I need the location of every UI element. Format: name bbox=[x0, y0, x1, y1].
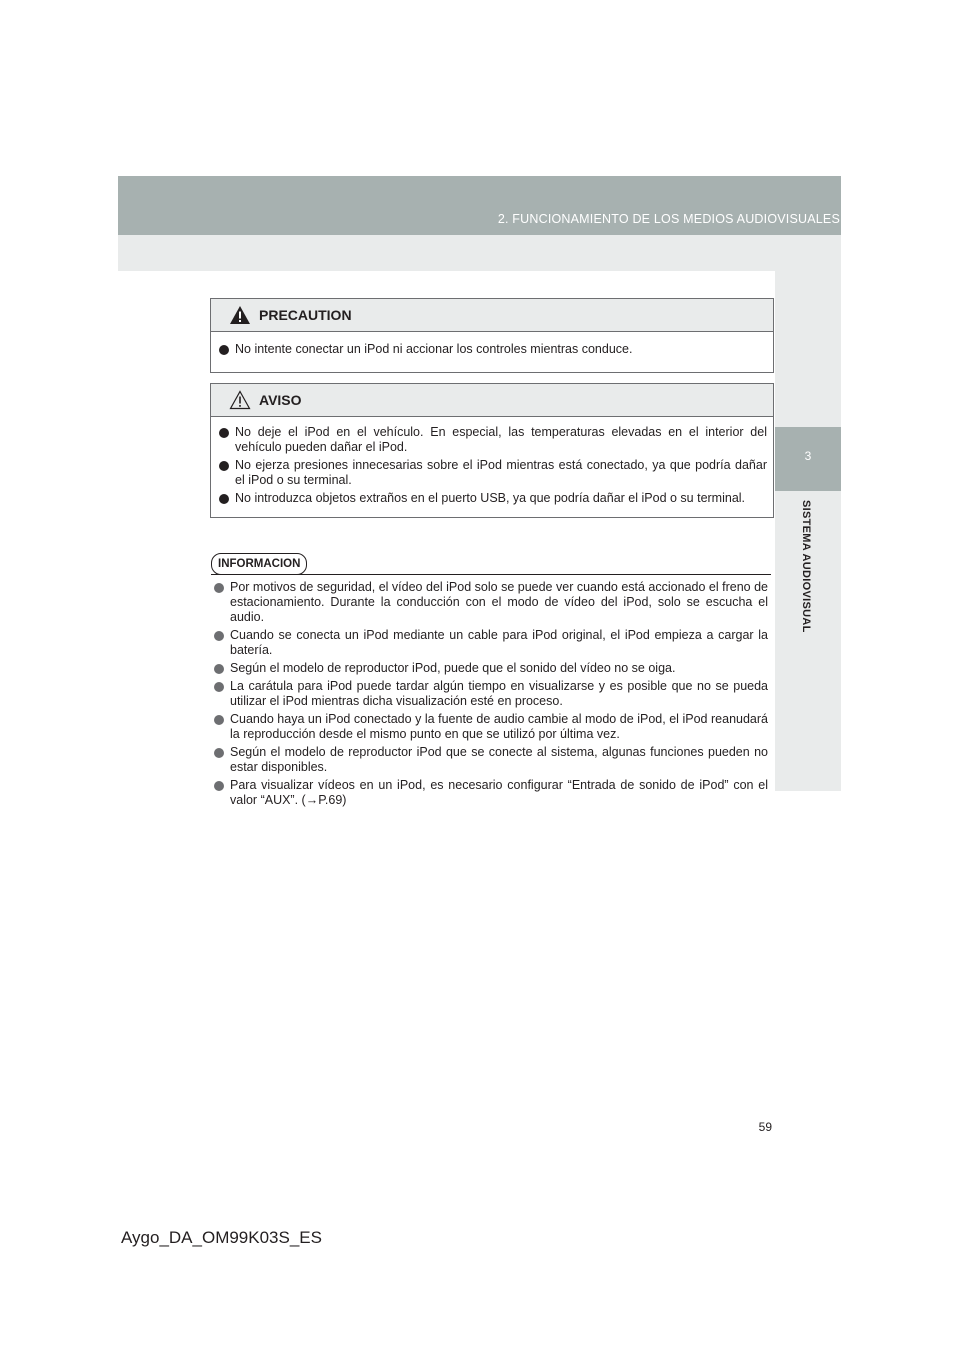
page-number: 59 bbox=[758, 1120, 772, 1134]
bullet-icon bbox=[219, 428, 229, 438]
list-item: Según el modelo de reproductor iPod, puede que el sonido del vídeo no se oiga. bbox=[212, 661, 768, 676]
bullet-icon bbox=[219, 345, 229, 355]
document-code: Aygo_DA_OM99K03S_ES bbox=[121, 1228, 322, 1247]
list-item: La carátula para iPod puede tardar algún tiempo en visualizarse y es posible que no se pueda utilizar el iPod mientras dicha visualización esté en proceso. bbox=[212, 679, 768, 709]
list-item: Por motivos de seguridad, el vídeo del iPod solo se puede ver cuando está accionado el freno de estacionamiento. Durante la conducción con el modo de vídeo del iPod, solo se escucha el audio. bbox=[212, 580, 768, 625]
precaution-header bbox=[211, 299, 773, 332]
chapter-label: SISTEMA AUDIOVISUAL bbox=[800, 500, 812, 633]
warning-outline-icon bbox=[229, 390, 251, 410]
section-title: 2. FUNCIONAMIENTO DE LOS MEDIOS AUDIOVISUALES bbox=[497, 212, 840, 226]
list-item: No deje el iPod en el vehículo. En especial, las temperaturas elevadas en el interior del vehículo pueden dañar el iPod. bbox=[217, 425, 767, 455]
precaution-box bbox=[210, 298, 774, 373]
bullet-icon bbox=[214, 631, 224, 641]
list-item: Para visualizar vídeos en un iPod, es necesario configurar “Entrada de sonido de iPod” con el valor “AUX”. (→P.69) bbox=[212, 778, 768, 808]
list-item: Cuando se conecta un iPod mediante un cable para iPod original, el iPod empieza a cargar la batería. bbox=[212, 628, 768, 658]
header-bar bbox=[118, 176, 841, 235]
warning-filled-icon bbox=[229, 305, 251, 325]
bullet-icon bbox=[214, 781, 224, 791]
list-item: No ejerza presiones innecesarias sobre el iPod mientras está conectado, ya que podría dañar el iPod o su terminal. bbox=[217, 458, 767, 488]
aviso-header bbox=[211, 384, 773, 417]
chapter-number: 3 bbox=[804, 449, 812, 463]
bullet-icon bbox=[214, 664, 224, 674]
aviso-box bbox=[210, 383, 774, 518]
bullet-icon bbox=[219, 494, 229, 504]
bullet-icon bbox=[214, 583, 224, 593]
list-item: No intente conectar un iPod ni accionar los controles mientras conduce. bbox=[217, 342, 767, 357]
precaution-title: PRECAUTION bbox=[259, 307, 352, 323]
list-item: Según el modelo de reproductor iPod que se conecte al sistema, algunas funciones pueden no estar disponibles. bbox=[212, 745, 768, 775]
list-item: Cuando haya un iPod conectado y la fuente de audio cambie al modo de iPod, el iPod reanudará la reproducción desde el mismo punto en que se utilizó por última vez. bbox=[212, 712, 768, 742]
list-item: No introduzca objetos extraños en el puerto USB, ya que podría dañar el iPod o su terminal. bbox=[217, 491, 767, 506]
bullet-icon bbox=[214, 715, 224, 725]
bullet-icon bbox=[214, 748, 224, 758]
info-list bbox=[212, 580, 768, 811]
bullet-icon bbox=[214, 682, 224, 692]
info-label: INFORMACION bbox=[211, 553, 307, 575]
aviso-list bbox=[211, 417, 773, 517]
bullet-icon bbox=[219, 461, 229, 471]
aviso-title: AVISO bbox=[259, 392, 302, 408]
precaution-list bbox=[211, 332, 773, 372]
info-divider bbox=[211, 574, 771, 575]
